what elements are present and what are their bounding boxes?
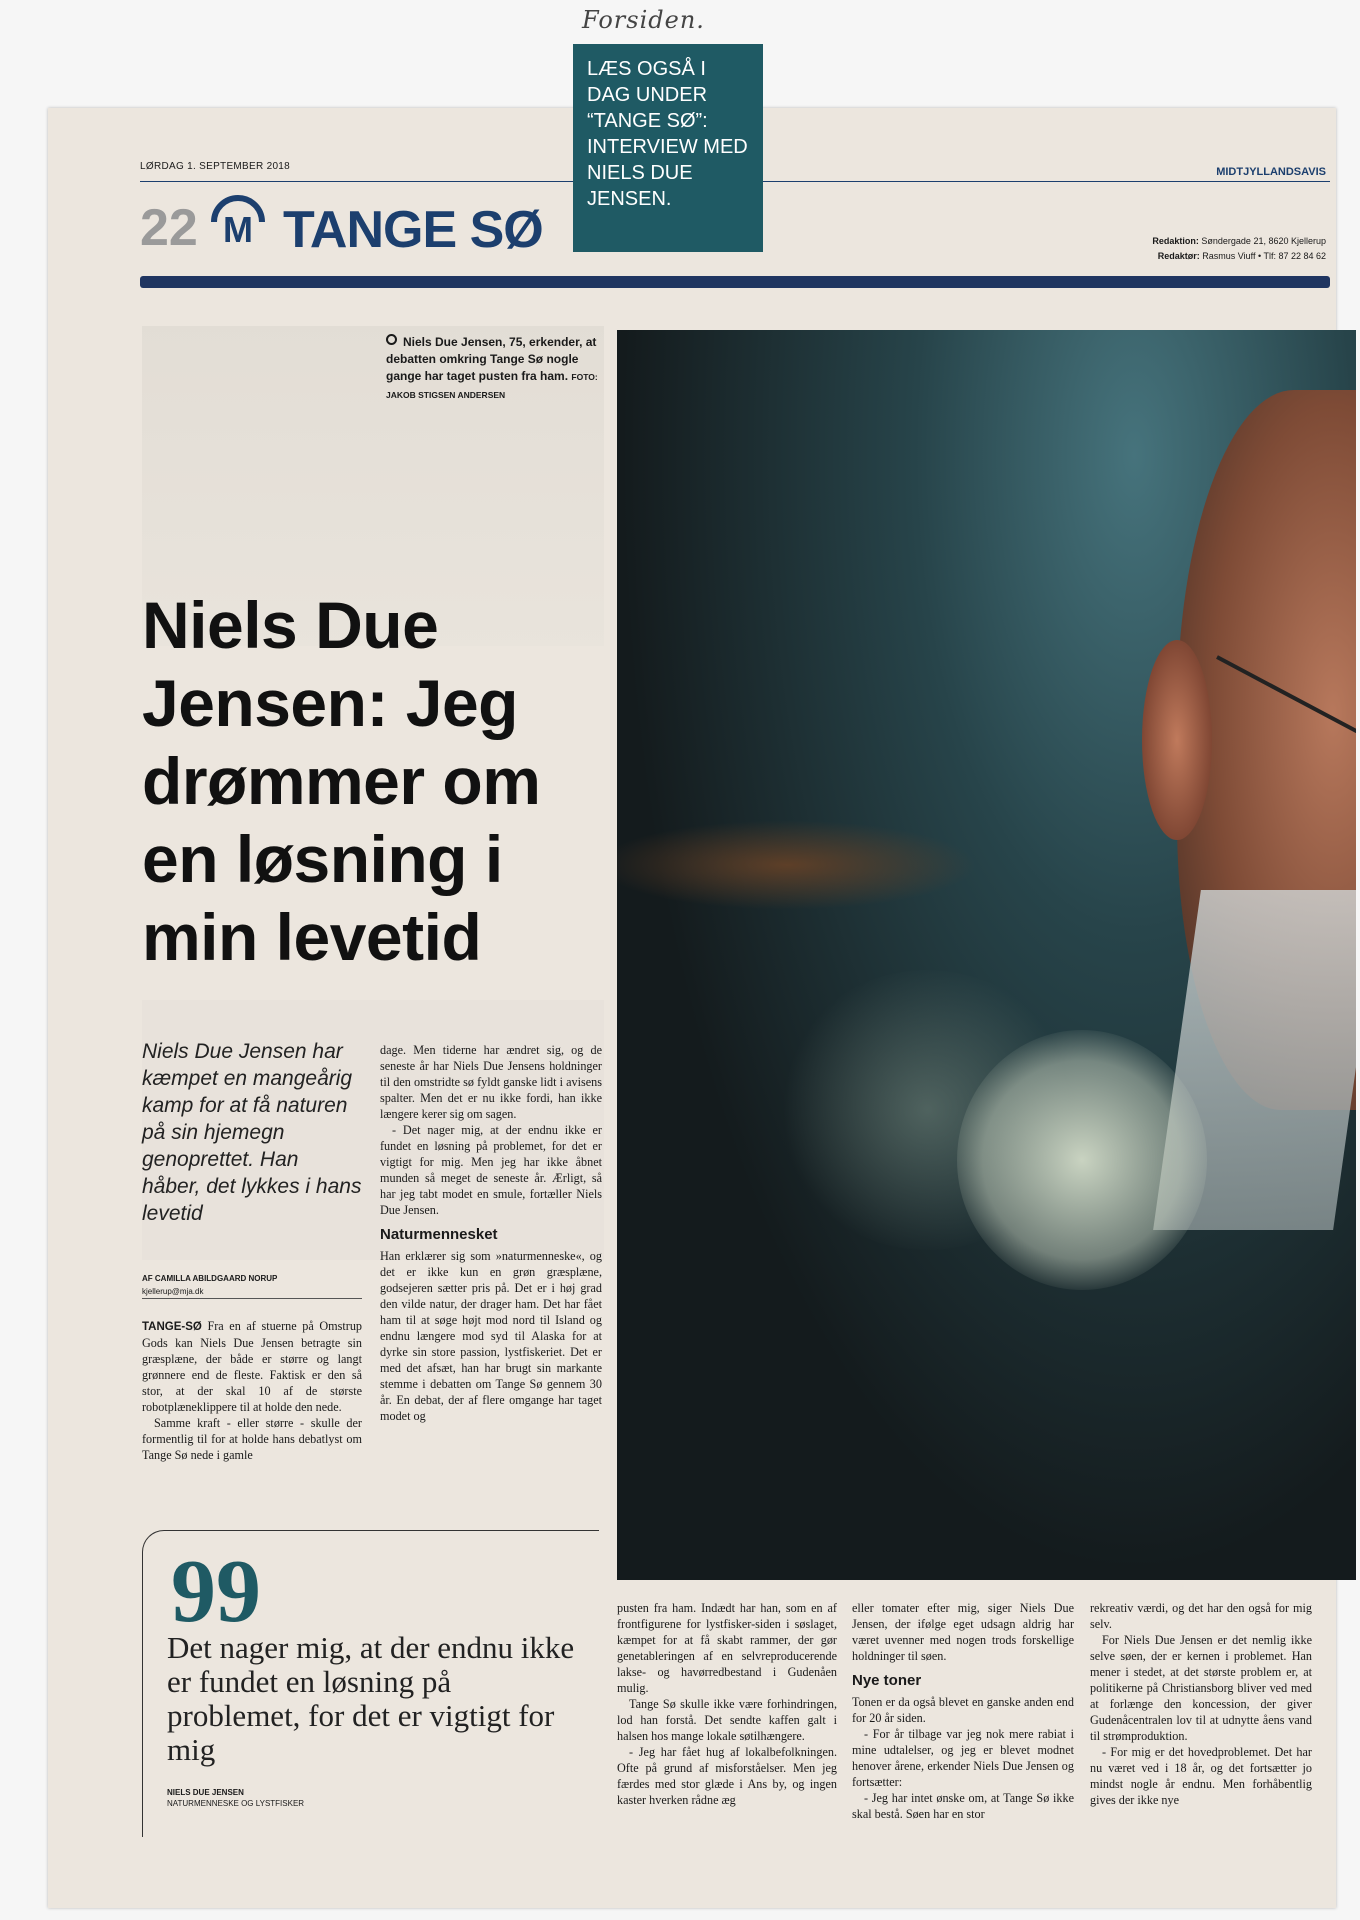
contact-editorial-label: Redaktion:	[1152, 236, 1199, 246]
column-3-paragraph-1: pusten fra ham. Indædt har han, som en af frontfigurene for lystfisker-siden i søslaget, kæmpet for at få skabt rammer, der gør genetableringen af en selvreproducerende lakse- og havørredbestand i Gudenåen mulig.	[617, 1601, 837, 1695]
column-4-paragraph-1: eller tomater efter mig, siger Niels Due Jensen, der ifølge eget udsagn aldrig har været uvenner med nogen trods forskellige holdninger til søen.	[852, 1601, 1074, 1663]
column-1-paragraph-1-text: Fra en af stuerne på Omstrup Gods kan Niels Due Jensen betragte sin græsplæne, der både er større og langt grønnere end de fleste. Faktisk er den så stor, at der skal 10 af de største robotplæneklippere til at holde den nede.	[142, 1319, 363, 1414]
quote-source-name: NIELS DUE JENSEN	[167, 1788, 244, 1797]
article-column-3	[617, 1600, 837, 1808]
quote-mark-icon: 99	[171, 1542, 261, 1641]
contact-info	[1152, 234, 1326, 264]
contact-editor-label: Redaktør:	[1157, 251, 1200, 261]
column-2-paragraph-1: dage. Men tiderne har ændret sig, og de seneste år har Niels Due Jensens holdninger til den omstridte sø fyldt ganske lidt i avisens spalter. Men det er nu ikke fordi, han ikke længere kerer sig om sagen.	[380, 1043, 602, 1121]
pull-quote	[142, 1530, 599, 1837]
byline-author: AF CAMILLA ABILDGAARD NORUP	[142, 1274, 278, 1283]
photo-subject-ear	[1142, 640, 1212, 840]
teaser-box: LÆS OGSÅ I DAG UNDER “TANGE SØ”: INTERVIEW MED NIELS DUE JENSEN.	[573, 44, 763, 252]
newspaper-logo	[210, 192, 266, 248]
logo-letter: M	[223, 209, 253, 248]
column-4-paragraph-2: Tonen er da også blevet en ganske anden end for 20 år siden.	[852, 1695, 1074, 1725]
article-column-4	[852, 1600, 1074, 1822]
issue-date: LØRDAG 1. SEPTEMBER 2018	[140, 161, 291, 172]
article-column-1	[142, 1318, 362, 1463]
article-photo	[617, 330, 1356, 1580]
quote-text: Det nager mig, at der endnu ikke er fundet en løsning på problemet, for det er vigtigt for mig	[167, 1630, 575, 1767]
subheading-nye-toner: Nye toner	[852, 1672, 922, 1689]
column-5-paragraph-1: rekreativ værdi, og det har den også for mig selv.	[1090, 1601, 1312, 1631]
column-4-paragraph-4: - Jeg har intet ønske om, at Tange Sø ikke skal bestå. Søen har en stor	[852, 1791, 1074, 1821]
article-byline	[142, 1272, 362, 1298]
article-column-2	[380, 1042, 602, 1424]
column-2-paragraph-2: - Det nager mig, at der endnu ikke er fundet en løsning på problemet, for det er vigtigt for mig. Men jeg har ikke åbnet munden så meget de seneste år. Ærligt, så har jeg tabt modet en smule, fortæller Niels Due Jensen.	[380, 1123, 602, 1217]
byline-email: kjellerup@mja.dk	[142, 1287, 204, 1296]
caption-text: Niels Due Jensen, 75, erkender, at debatten omkring Tange Sø nogle gange har taget pusten fra ham.	[386, 335, 597, 383]
subheading-naturmennesket: Naturmennesket	[380, 1226, 498, 1243]
quote-source-title: NATURMENNESKE OG LYSTFISKER	[167, 1799, 305, 1808]
photo-credit: FOTO: JAKOB STIGSEN ANDERSEN	[386, 372, 598, 400]
contact-editor-value: Rasmus Viuff • Tlf: 87 22 84 62	[1202, 251, 1326, 261]
byline-rule	[142, 1298, 362, 1299]
section-bar	[140, 276, 1330, 288]
article-headline: Niels Due Jensen: Jeg drømmer om en løsning i min levetid	[142, 588, 541, 974]
contact-editorial-value: Søndergade 21, 8620 Kjellerup	[1201, 236, 1326, 246]
caption-bullet-icon	[386, 334, 397, 345]
article-column-5	[1090, 1600, 1312, 1808]
page-number: 22	[140, 199, 198, 257]
column-3-paragraph-3: - Jeg har fået hug af lokalbefolkningen. Ofte på grund af misforståelser. Men jeg færdes med stor glæde i Ans by, og ingen kaster hverken rådne æg	[617, 1745, 837, 1807]
column-2-paragraph-3: Han erklærer sig som »naturmenneske«, og det er ikke kun en grøn græsplæne, godsejeren sætter pris på. Det er i høj grad den vilde natur, der drager ham. Det har fået ham til at søge højt mod nord til Island og endnu længere mod syd til Alaska for at dyrke sin store passion, lystfiskeriet. Det er med det afsæt, han har brugt sin markante stemme i debatten om Tange Sø gennem 30 år. En debat, der af flere omgange har taget modet og	[380, 1249, 602, 1423]
column-1-paragraph-2: Samme kraft - eller større - skulle der formentlig til for at holde hans debatlyst om Tange Sø nede i gamle	[142, 1416, 362, 1462]
photo-caption	[386, 334, 606, 404]
column-5-paragraph-2: For Niels Due Jensen er det nemlig ikke selve søen, der er kernen i problemet. Han mener i stedet, at det største problem er, at politikerne på Christiansborg bliver ved med at forlænge den koncession, der giver Gudenåcentralen lov til at udnytte åens vand til strømproduktion.	[1090, 1633, 1312, 1743]
photo-bokeh-amber	[617, 820, 977, 910]
dateline: TANGE-SØ	[142, 1321, 202, 1333]
article-lead: Niels Due Jensen har kæmpet en mangeårig kamp for at få naturen på sin hjemegn genoprettet. Han håber, det lykkes i hans levetid	[142, 1040, 362, 1225]
photo-bokeh-bright	[957, 1030, 1207, 1290]
quote-source	[167, 1787, 304, 1809]
column-5-paragraph-3: - For mig er det hovedproblemet. Det har nu været ved i 18 år, og det fortsætter jo mindst nogle år endnu. Men forhåbentlig gives der ikke nye	[1090, 1745, 1312, 1807]
column-3-paragraph-2: Tange Sø skulle ikke være forhindringen, lod han forstå. Det sendte kaffen galt i halsen hos mange lokale søtilhængere.	[617, 1697, 837, 1743]
column-1-paragraph-1	[142, 1318, 362, 1415]
column-4-paragraph-3: - For år tilbage var jeg nok mere rabiat i mine udtalelser, og jeg er blevet modnet henover årene, erkender Niels Due Jensen og fortsætter:	[852, 1727, 1074, 1789]
handwritten-annotation: Forsiden.	[582, 6, 705, 34]
newspaper-name: MIDTJYLLANDSAVIS	[1216, 166, 1326, 178]
section-title: TANGE SØ	[283, 201, 543, 259]
